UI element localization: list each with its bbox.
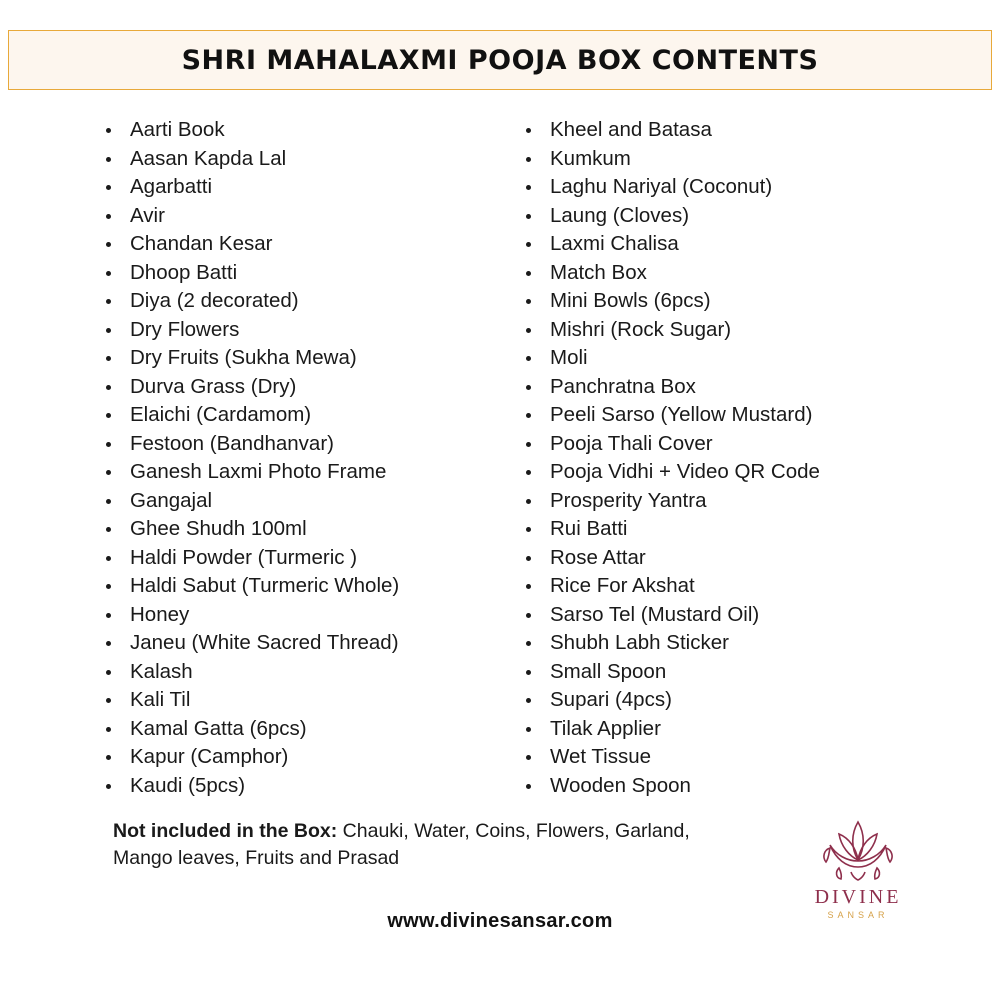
page-title-bar (8, 30, 992, 90)
list-item: Rice For Akshat (514, 572, 934, 601)
list-item: Durva Grass (Dry) (94, 373, 514, 402)
list-item: Kumkum (514, 145, 934, 174)
list-item: Match Box (514, 259, 934, 288)
list-item: Supari (4pcs) (514, 686, 934, 715)
list-item: Haldi Sabut (Turmeric Whole) (94, 572, 514, 601)
list-item: Tilak Applier (514, 715, 934, 744)
not-included-label: Not included in the Box: (113, 820, 338, 842)
list-item: Mini Bowls (6pcs) (514, 287, 934, 316)
list-item: Kaudi (5pcs) (94, 772, 514, 801)
list-item: Laxmi Chalisa (514, 230, 934, 259)
list-item: Mishri (Rock Sugar) (514, 316, 934, 345)
list-item: Kali Til (94, 686, 514, 715)
list-item: Janeu (White Sacred Thread) (94, 629, 514, 658)
list-item: Laghu Nariyal (Coconut) (514, 173, 934, 202)
list-item: Wet Tissue (514, 743, 934, 772)
list-item: Aarti Book (94, 116, 514, 145)
list-item: Aasan Kapda Lal (94, 145, 514, 174)
list-item: Kalash (94, 658, 514, 687)
website-url[interactable]: www.divinesansar.com (387, 910, 613, 932)
contents-list-right (514, 116, 934, 800)
list-item: Dry Fruits (Sukha Mewa) (94, 344, 514, 373)
contents-list-left (94, 116, 514, 800)
list-item: Diya (2 decorated) (94, 287, 514, 316)
brand-subname: SANSAR (827, 910, 889, 920)
list-item: Kapur (Camphor) (94, 743, 514, 772)
list-item: Panchratna Box (514, 373, 934, 402)
list-item: Chandan Kesar (94, 230, 514, 259)
list-item: Rose Attar (514, 544, 934, 573)
list-item: Kamal Gatta (6pcs) (94, 715, 514, 744)
list-item: Festoon (Bandhanvar) (94, 430, 514, 459)
list-item: Wooden Spoon (514, 772, 934, 801)
not-included-notice (113, 818, 753, 872)
list-item: Agarbatti (94, 173, 514, 202)
list-item: Gangajal (94, 487, 514, 516)
contents-left-column (94, 116, 514, 800)
not-included-text: Chauki, Water, Coins, Flowers, Garland, Mango leaves, Fruits and Prasad (113, 820, 690, 869)
contents-columns (8, 116, 992, 800)
list-item: Pooja Thali Cover (514, 430, 934, 459)
lotus-icon (803, 812, 913, 884)
list-item: Sarso Tel (Mustard Oil) (514, 601, 934, 630)
list-item: Shubh Labh Sticker (514, 629, 934, 658)
list-item: Avir (94, 202, 514, 231)
contents-right-column (514, 116, 934, 800)
list-item: Kheel and Batasa (514, 116, 934, 145)
brand-name: DIVINE (814, 886, 902, 908)
list-item: Peeli Sarso (Yellow Mustard) (514, 401, 934, 430)
list-item: Small Spoon (514, 658, 934, 687)
list-item: Pooja Vidhi + Video QR Code (514, 458, 934, 487)
list-item: Haldi Powder (Turmeric ) (94, 544, 514, 573)
list-item: Laung (Cloves) (514, 202, 934, 231)
list-item: Honey (94, 601, 514, 630)
brand-logo (794, 812, 922, 920)
list-item: Ganesh Laxmi Photo Frame (94, 458, 514, 487)
page-title: SHRI MAHALAXMI POOJA BOX CONTENTS (181, 44, 819, 76)
list-item: Dry Flowers (94, 316, 514, 345)
list-item: Moli (514, 344, 934, 373)
list-item: Ghee Shudh 100ml (94, 515, 514, 544)
list-item: Prosperity Yantra (514, 487, 934, 516)
list-item: Elaichi (Cardamom) (94, 401, 514, 430)
list-item: Rui Batti (514, 515, 934, 544)
list-item: Dhoop Batti (94, 259, 514, 288)
